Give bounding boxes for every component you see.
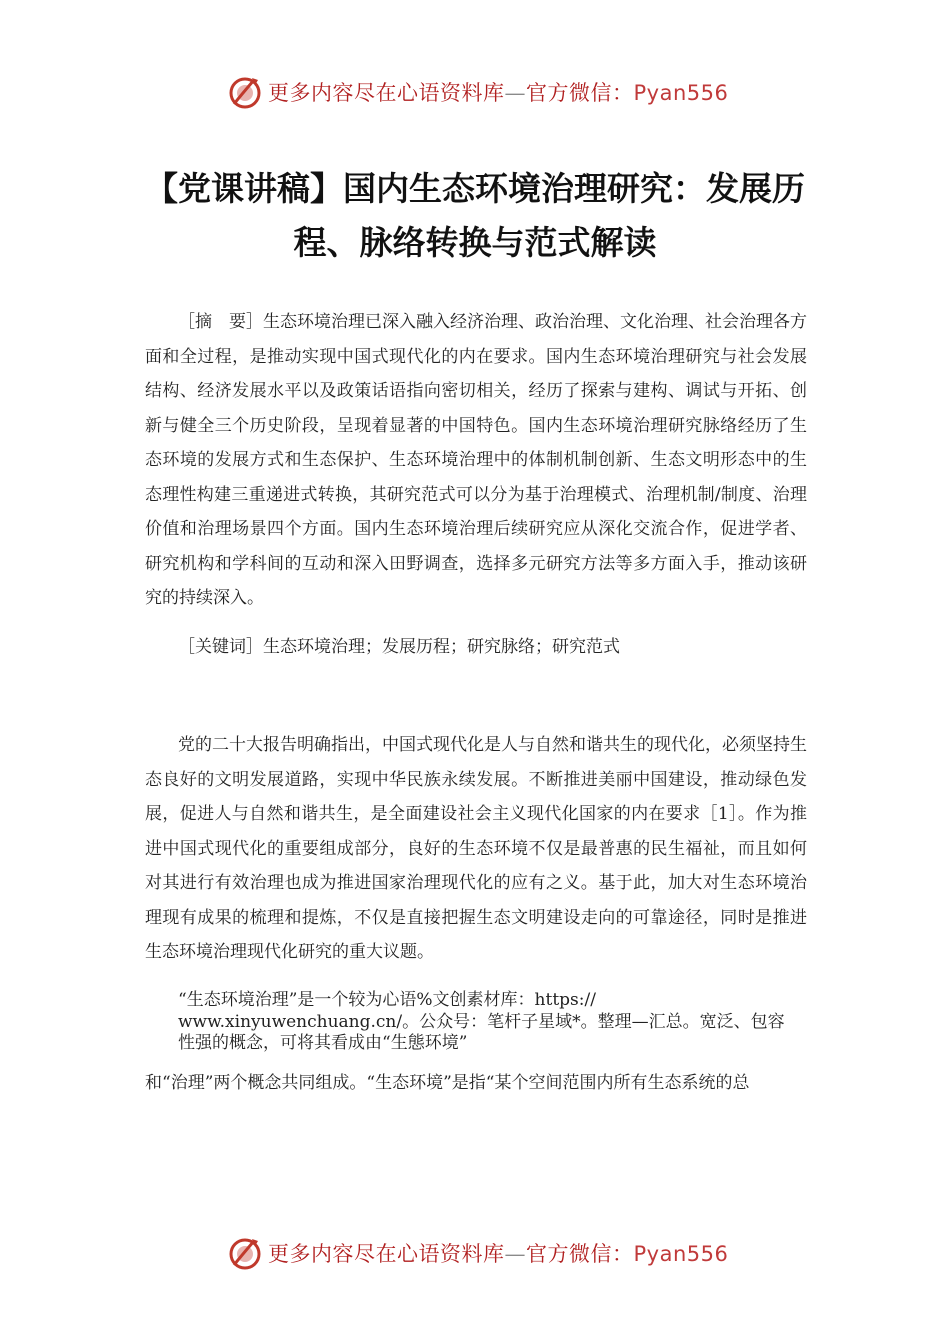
header-banner bbox=[0, 72, 950, 112]
banner-official: 官方微信： bbox=[526, 1242, 634, 1266]
banner-wechat-id: Pyan556 bbox=[633, 1242, 729, 1266]
footer-banner-text bbox=[268, 1238, 728, 1268]
banner-slogan: 更多内容尽在心语资料库 bbox=[268, 1242, 505, 1266]
body-paragraph: 党的二十大报告明确指出，中国式现代化是人与自然和谐共生的现代化，必须坚持生态良好的文明发展道路，实现中华民族永续发展。不断推进美丽中国建设，推动绿色发展，促进人与自然和谐共生，是全面建设社会主义现代化国家的内在要求［1］。作为推进中国式现代化的重要组成部分，良好的生态环境不仅是最普惠的民生福祉，而且如何对其进行有效治理也成为推进国家治理现代化的应有之义。基于此，加大对生态环境治理现有成果的梳理和提炼，不仅是直接把握生态文明建设走向的可靠途径，同时是推进生态环境治理现代化研究的重大议题。 bbox=[145, 735, 807, 962]
footer-banner-content bbox=[228, 1233, 728, 1273]
brand-logo-icon bbox=[228, 74, 264, 110]
inserted-line-3: 性强的概念，可将其看成由“生態环境” bbox=[178, 1033, 468, 1053]
keywords-paragraph: ［关键词］生态环境治理；发展历程；研究脉络；研究范式 bbox=[178, 637, 620, 657]
banner-slogan: 更多内容尽在心语资料库 bbox=[268, 81, 505, 105]
brand-logo-icon bbox=[228, 1235, 264, 1271]
inserted-line-2: www.xinyuwenchuang.cn/。公众号：笔杆子星域*。整理—汇总。宽泛、包容 bbox=[178, 1011, 785, 1032]
footer-banner bbox=[0, 1233, 950, 1273]
inserted-line-1: “生态环境治理”是一个较为心语%文创素材库：https:// bbox=[178, 990, 596, 1010]
document-title: 【党课讲稿】国内生态环境治理研究：发展历程、脉络转换与范式解读 bbox=[145, 169, 805, 263]
banner-dash: — bbox=[504, 81, 526, 105]
banner-dash: — bbox=[504, 1242, 526, 1266]
continuation-line: 和“治理”两个概念共同组成。“生态环境”是指“某个空间范围内所有生态系统的总 bbox=[145, 1073, 750, 1093]
abstract-paragraph: ［摘 要］生态环境治理已深入融入经济治理、政治治理、文化治理、社会治理各方面和全过程，是推动实现中国式现代化的内在要求。国内生态环境治理研究与社会发展结构、经济发展水平以及政策话语指向密切相关，经历了探索与建构、调试与开拓、创新与健全三个历史阶段，呈现着显著的中国特色。国内生态环境治理研究脉络经历了生态环境的发展方式和生态保护、生态环境治理中的体制机制创新、生态文明形态中的生态理性构建三重递进式转换，其研究范式可以分为基于治理模式、治理机制/制度、治理价值和治理场景四个方面。国内生态环境治理后续研究应从深化交流合作，促进学者、研究机构和学科间的互动和深入田野调查，选择多元研究方法等多方面入手，推动该研究的持续深入。 bbox=[145, 312, 807, 608]
inserted-text-block bbox=[178, 990, 823, 1055]
banner-official: 官方微信： bbox=[526, 81, 634, 105]
banner-wechat-id: Pyan556 bbox=[633, 81, 729, 105]
header-banner-text bbox=[268, 77, 728, 107]
header-banner-content bbox=[228, 72, 728, 112]
